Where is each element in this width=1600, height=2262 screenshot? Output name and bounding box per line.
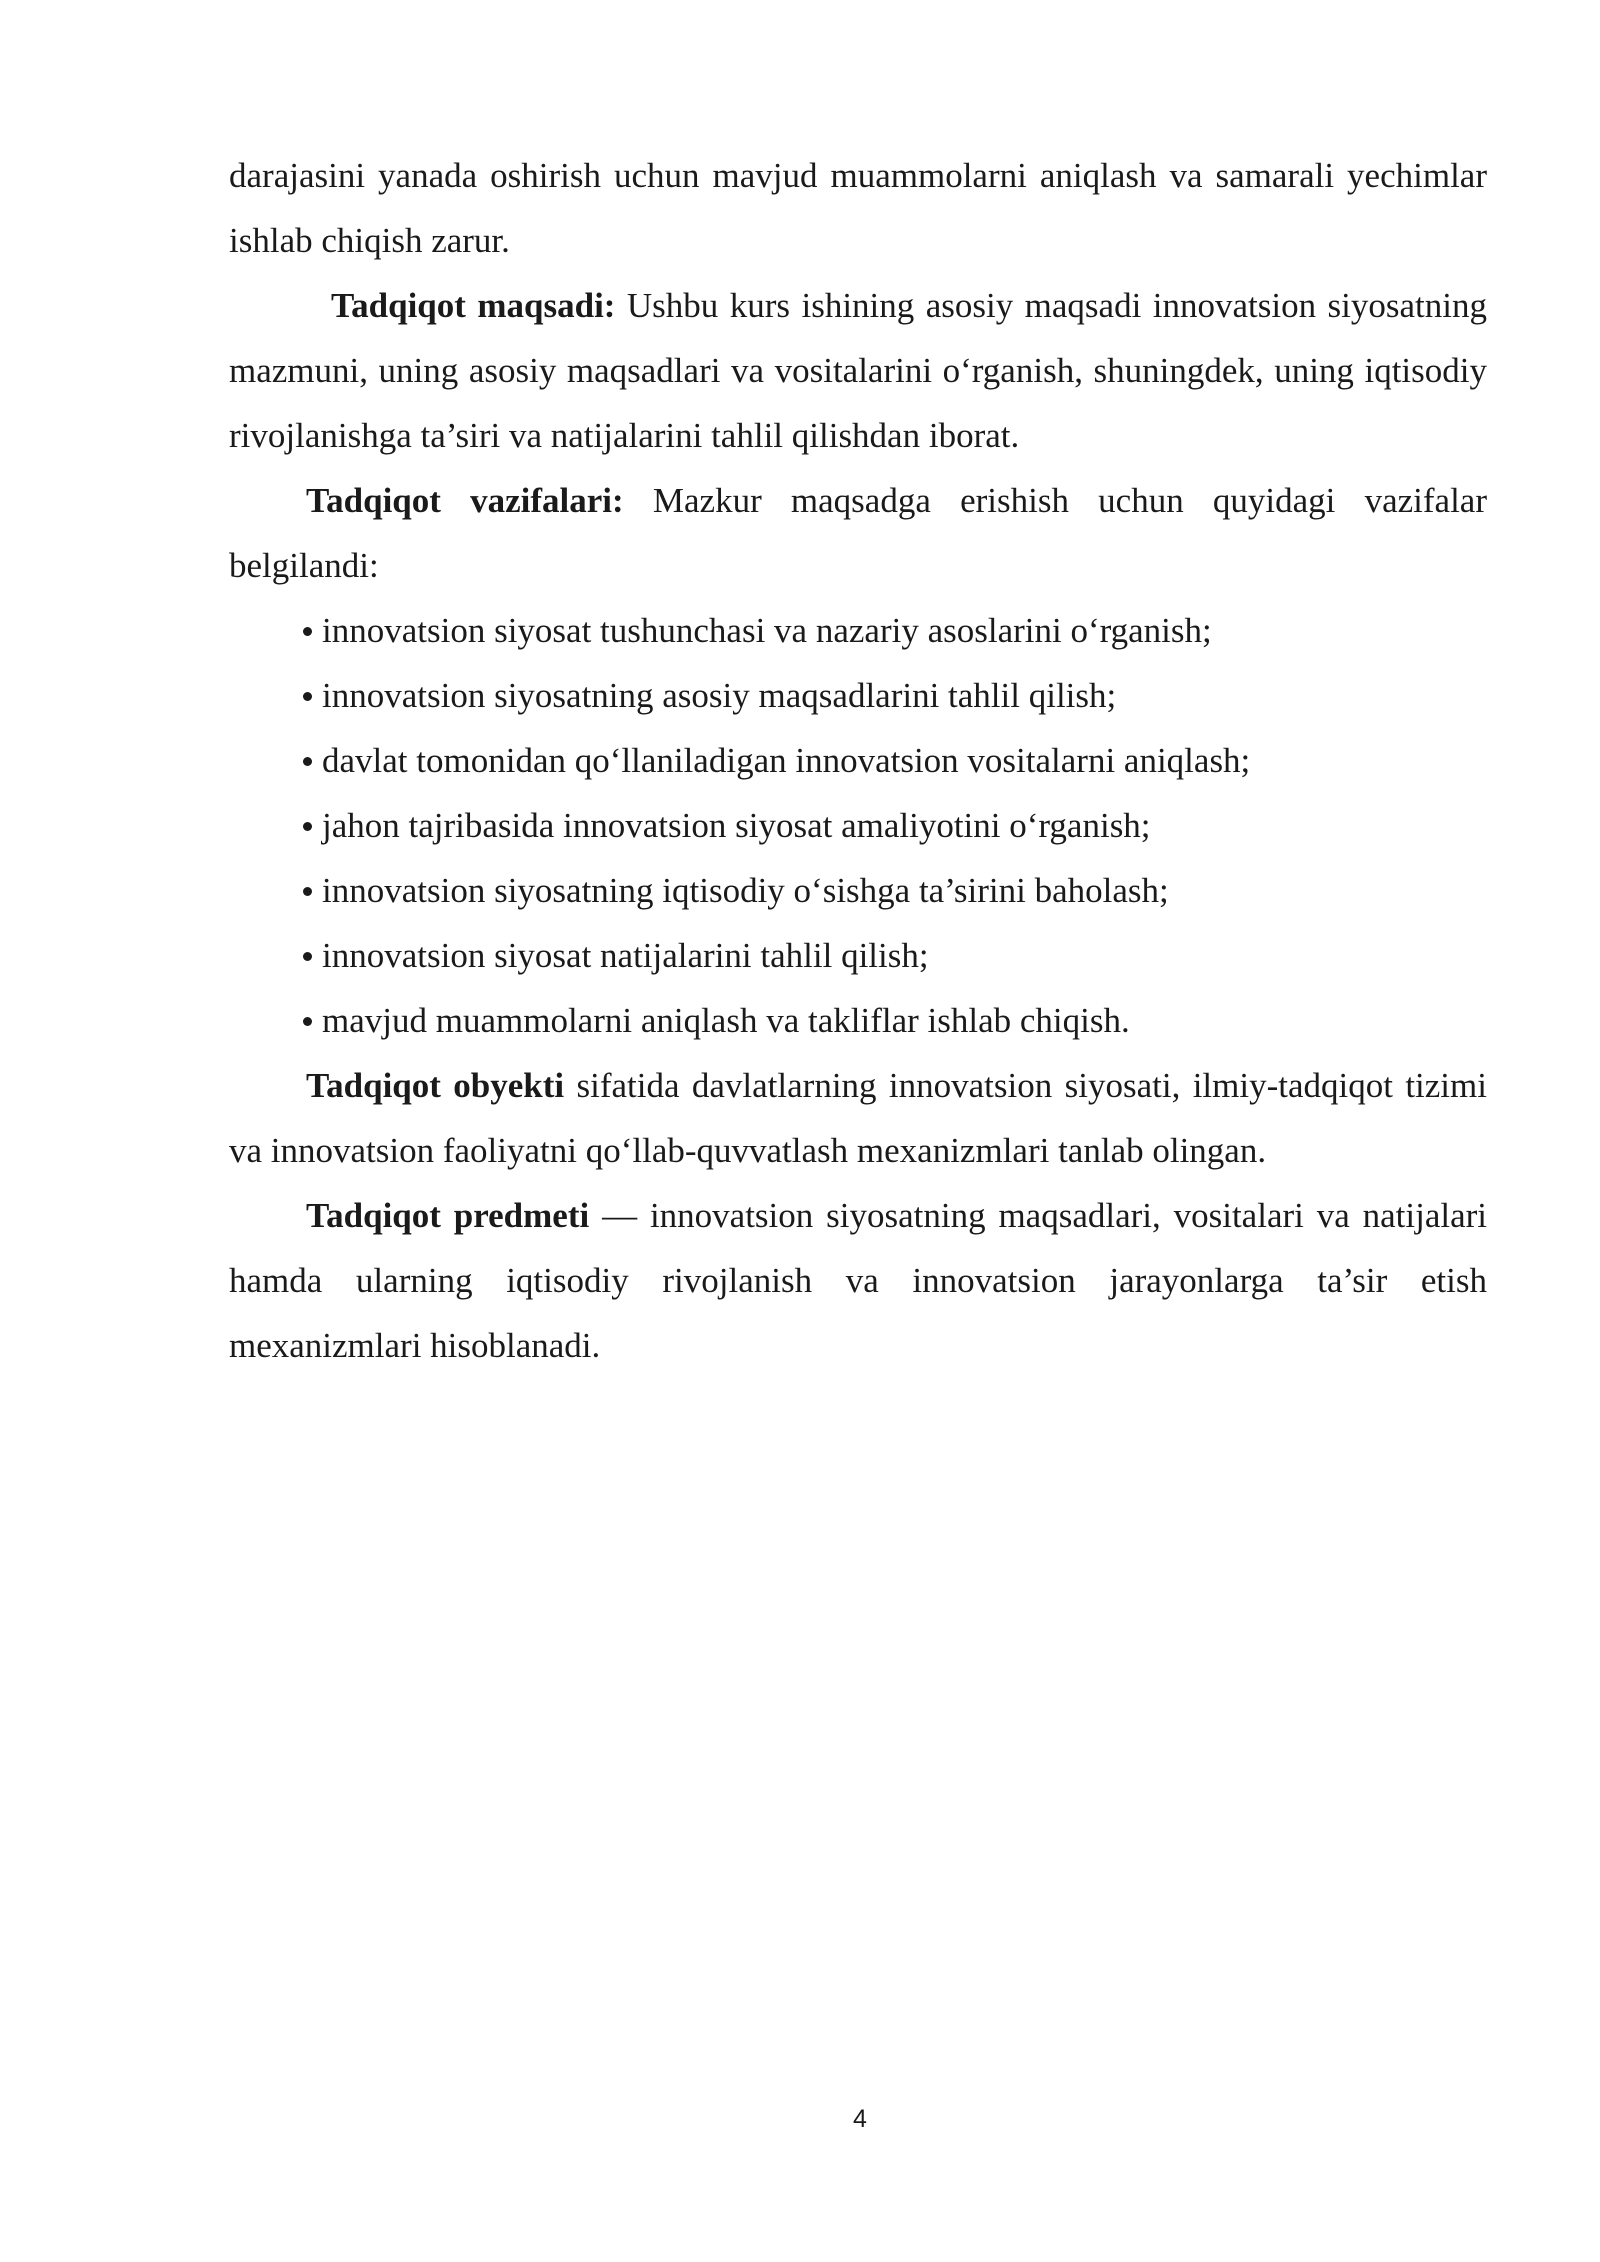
goal-text: Ushbu kurs ishining asosiy maqsadi innovatsion siyosatning mazmuni, uning asosiy maqsadlari va vositalarini o‘rganish, shuningdek, uning iqtisodiy rivojlanishga ta’siri va natijalarini tahlil qilishdan iborat. — [229, 286, 1487, 455]
bullet-icon — [303, 887, 312, 896]
bullet-icon — [303, 822, 312, 831]
tasks-list — [229, 598, 1487, 1053]
goal-paragraph — [229, 273, 1487, 468]
list-item — [303, 728, 1487, 793]
page-number: 4 — [853, 2105, 867, 2133]
object-paragraph — [229, 1053, 1487, 1183]
list-item-text: innovatsion siyosatning asosiy maqsadlarini tahlil qilish; — [322, 676, 1117, 715]
list-item-text: innovatsion siyosat tushunchasi va nazariy asoslarini o‘rganish; — [322, 611, 1212, 650]
subject-text: — innovatsion siyosatning maqsadlari, vositalari va natijalari hamda ularning iqtisodiy rivojlanish va innovatsion jarayonlarga ta’sir etish mexanizmlari hisoblanadi. — [229, 1196, 1487, 1365]
subject-heading: Tadqiqot predmeti — [306, 1196, 590, 1235]
intro-paragraph: darajasini yanada oshirish uchun mavjud muammolarni aniqlash va samarali yechimlar ishlab chiqish zarur. — [229, 156, 1487, 260]
list-item-text: jahon tajribasida innovatsion siyosat amaliyotini o‘rganish; — [322, 806, 1151, 845]
list-item-text: innovatsion siyosatning iqtisodiy o‘sishga ta’sirini baholash; — [322, 871, 1169, 910]
bullet-icon — [303, 627, 312, 636]
list-item — [303, 923, 1487, 988]
list-item — [303, 988, 1487, 1053]
list-item — [303, 793, 1487, 858]
bullet-icon — [303, 1017, 312, 1026]
bullet-icon — [303, 757, 312, 766]
tasks-paragraph — [229, 468, 1487, 598]
list-item — [303, 858, 1487, 923]
page-body — [229, 143, 1487, 1378]
list-item — [303, 598, 1487, 663]
list-item-text: davlat tomonidan qo‘llaniladigan innovatsion vositalarni aniqlash; — [322, 741, 1251, 780]
tasks-text: Mazkur maqsadga erishish uchun quyidagi vazifalar belgilandi: — [229, 481, 1487, 585]
object-heading: Tadqiqot obyekti — [306, 1066, 565, 1105]
subject-paragraph — [229, 1183, 1487, 1378]
list-item — [303, 663, 1487, 728]
goal-heading: Tadqiqot maqsadi: — [331, 286, 616, 325]
object-text: sifatida davlatlarning innovatsion siyosati, ilmiy-tadqiqot tizimi va innovatsion faoliyatni qo‘llab-quvvatlash mexanizmlari tanlab olingan. — [229, 1066, 1487, 1170]
list-item-text: innovatsion siyosat natijalarini tahlil qilish; — [322, 936, 929, 975]
bullet-icon — [303, 952, 312, 961]
tasks-heading: Tadqiqot vazifalari: — [306, 481, 624, 520]
list-item-text: mavjud muammolarni aniqlash va takliflar ishlab chiqish. — [322, 1001, 1130, 1040]
bullet-icon — [303, 692, 312, 701]
